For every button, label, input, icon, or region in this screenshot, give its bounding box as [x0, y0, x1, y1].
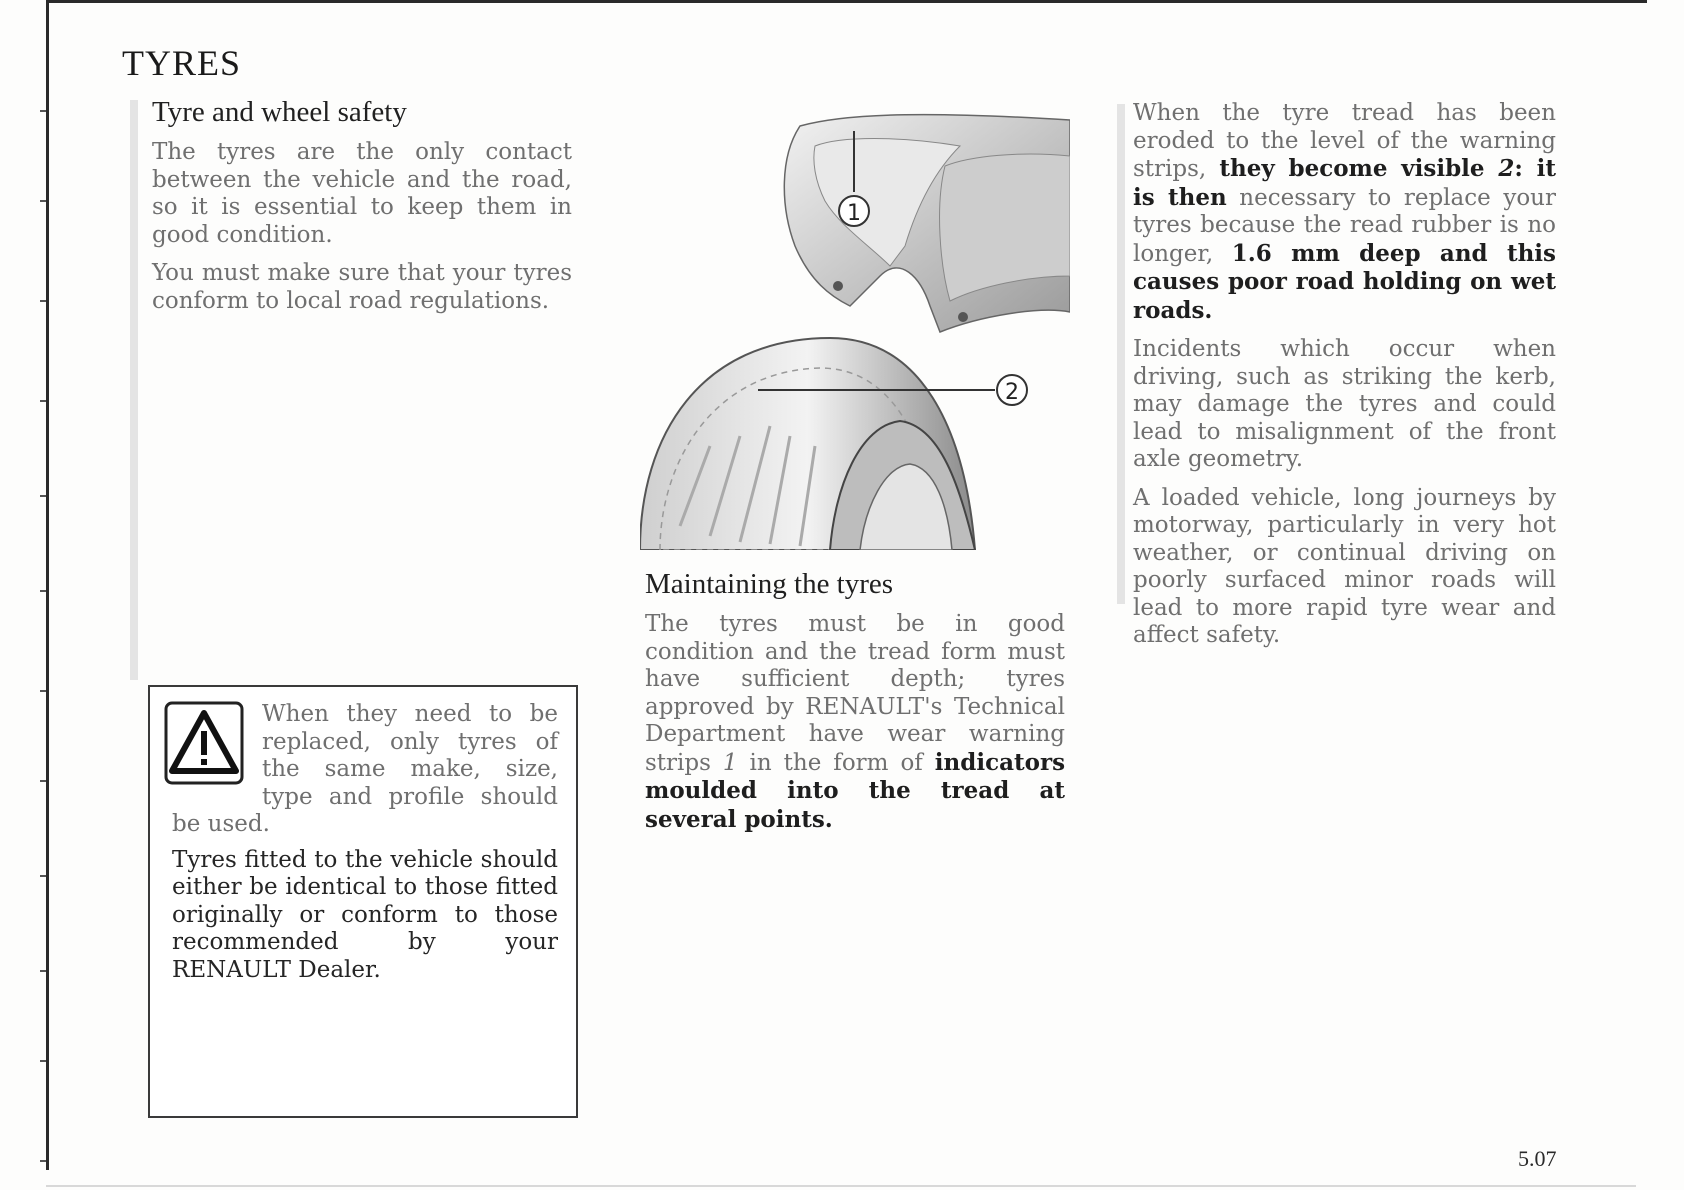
- margin-tick: [40, 690, 46, 692]
- maintaining-text-a: The tyres must be in good condition and the tread form must have sufficient depth; tyres approved by RENAULT's Technical Department have wear warning strips: [645, 611, 1065, 776]
- margin-tick: [40, 875, 46, 877]
- maintaining-heading: Maintaining the tyres: [645, 568, 894, 600]
- margin-tick: [40, 495, 46, 497]
- tread-text-bold-2: : it is then: [1133, 155, 1557, 211]
- warning-text-2: Tyres fitted to the vehicle should either be identical to those fitted originally or conform to those recommended by your RENAULT Dealer.: [172, 846, 558, 983]
- tread-wear-section: [1133, 100, 1556, 661]
- safety-heading: Tyre and wheel safety: [152, 96, 407, 128]
- maintaining-section: [645, 568, 1065, 845]
- tread-text-c: on wet roads.: [1133, 268, 1556, 324]
- safety-section: [152, 96, 572, 326]
- page-number: 5.07: [1518, 1146, 1557, 1171]
- indicator-reference: 2: [1498, 155, 1515, 182]
- warning-text-1: When they need to be replaced, only tyres of the same make, size, type and profile should be used.: [172, 701, 558, 837]
- margin-tick: [40, 1060, 46, 1062]
- margin-tick: [40, 400, 46, 402]
- margin-tick: [40, 200, 46, 202]
- page-title: TYRES: [122, 43, 242, 83]
- margin-tick: [40, 1160, 46, 1162]
- page-top-border: [47, 0, 1647, 3]
- maintaining-text-bold: indicators moulded into the tread at several points.: [645, 748, 1066, 833]
- page-bottom-line: [46, 1185, 1636, 1187]
- column-margin-bar: [1117, 104, 1125, 604]
- column-margin-bar: [130, 100, 138, 680]
- maintaining-text-b: in the form of: [737, 749, 935, 776]
- tread-text-bold-3: 1.6 mm deep and this causes poor road holding: [1133, 239, 1556, 295]
- maintaining-paragraph: [645, 611, 1065, 834]
- safety-paragraph-2: You must make sure that your tyres conform to local road regulations.: [152, 260, 572, 314]
- tread-text-a: When the tyre tread has been eroded to the level of the warning strips,: [1133, 100, 1556, 182]
- strip-reference: 1: [722, 749, 738, 776]
- page-left-border: [46, 0, 49, 1170]
- tread-paragraph-1: [1133, 100, 1556, 325]
- tread-paragraph-2: Incidents which occur when driving, such as striking the kerb, may damage the tyres and could lead to misalignment of the front axle geometry.: [1133, 336, 1556, 472]
- tread-text-b: necessary to replace your tyres because the read rubber is no longer,: [1133, 184, 1556, 267]
- margin-tick: [40, 110, 46, 112]
- margin-tick: [40, 780, 46, 782]
- warning-box: [148, 685, 578, 1118]
- margin-tick: [40, 590, 46, 592]
- margin-tick: [40, 970, 46, 972]
- callout-2-label: 2: [1005, 380, 1019, 405]
- safety-paragraph-1: The tyres are the only contact between the vehicle and the road, so it is essential to keep them in good condition.: [152, 139, 572, 248]
- tyre-cross-section: [784, 115, 1070, 332]
- tread-text-bold-1: they become visible: [1219, 155, 1499, 182]
- tread-paragraph-3: A loaded vehicle, long journeys by motorway, particularly in very hot weather, or continual driving on poorly surfaced minor roads will lead to more rapid tyre wear and affect safety.: [1133, 484, 1556, 648]
- callout-1-label: 1: [847, 201, 861, 226]
- tyre-wear-illustration: [640, 106, 1070, 550]
- tyre-wheel: [640, 338, 975, 550]
- margin-tick: [40, 300, 46, 302]
- warning-triangle-icon: [164, 701, 244, 785]
